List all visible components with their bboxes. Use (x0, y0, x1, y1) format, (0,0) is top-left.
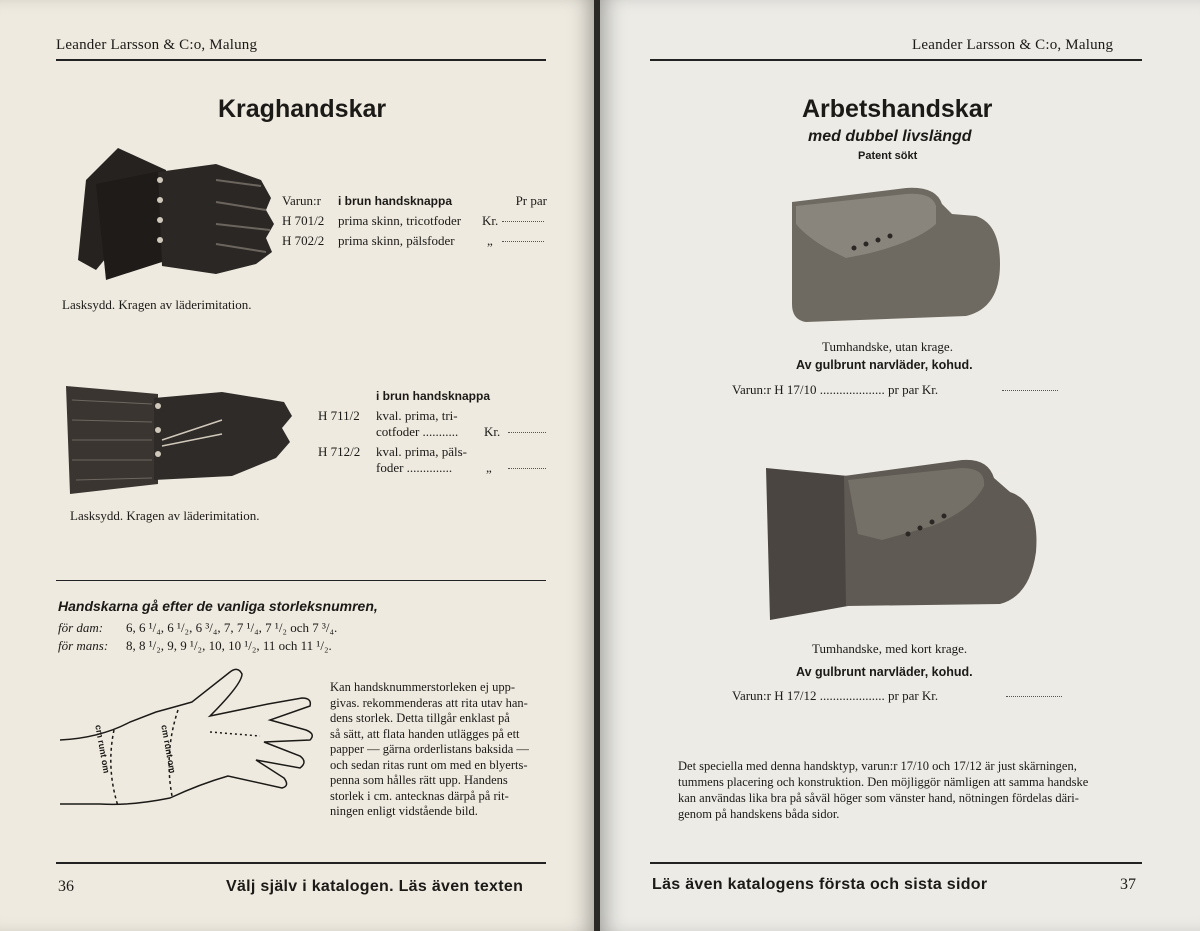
table-row: H 701/2 prima skinn, tricotfoder Kr. (282, 213, 547, 233)
price-blank (508, 468, 546, 469)
right-footer-rule (650, 862, 1142, 864)
mitten-no-cuff-image (786, 184, 1002, 324)
left-header: Leander Larsson & C:o, Malung (56, 37, 258, 53)
work-glove-image (62, 380, 294, 500)
page-number: 37 (1120, 876, 1136, 893)
left-header-rule (56, 59, 546, 61)
col-varunr: Varun:r (282, 193, 321, 208)
col-desc: i brun handsknappa (338, 194, 453, 208)
price-blank (508, 432, 546, 433)
price-blank (502, 221, 544, 222)
item1-order-line: Varun:r H 17/10 .................... pr par Kr. (732, 382, 939, 397)
hand-label-wrist: cm runt om (93, 723, 112, 775)
right-header: Leander Larsson & C:o, Malung (912, 37, 1114, 53)
mans-label: för mans: (58, 638, 109, 653)
page-number: 36 (58, 878, 74, 895)
product1-table (282, 193, 547, 253)
hand-outline-drawing (60, 660, 330, 820)
dam-values: 6, 6 ¹/₄, 6 ¹/₂, 6 ³/₄, 7, 7 ¹/₄, 7 ¹/₂ och 7 ³/₄. (126, 620, 338, 635)
col-price: Pr par (515, 193, 547, 208)
product1-caption: Lasksydd. Kragen av läderimitation. (62, 297, 252, 312)
footer-rule (56, 862, 546, 864)
product2-heading: i brun handsknappa (376, 389, 491, 403)
left-footer: Välj själv i katalogen. Läs även texten (226, 878, 524, 895)
left-title: Kraghandskar (218, 95, 387, 123)
right-title: Arbetshandskar (802, 95, 993, 123)
dam-label: för dam: (58, 620, 104, 635)
left-page (0, 0, 594, 931)
size-instructions: Kan handsknummerstorleken ej upp- givas. rekommenderas att rita utav han- dens storlek. Detta tillgår enklast på så sätt, att flata handen utlägges på ett papper — gärna orderlistans baksida — och sedan ritas runt om med en blyerts- penna som hålles rätt upp. Handens storlek i cm. antecknas därpå på rit- ningen enligt vidstående bild. (330, 680, 529, 818)
item2-caption: Tumhandske, med kort krage. (812, 641, 968, 656)
item1-caption: Tumhandske, utan krage. (822, 339, 953, 354)
gauntlet-glove-image (66, 140, 278, 290)
item2-price-blank (1006, 696, 1062, 697)
sizes-heading: Handskarna gå efter de vanliga storleksnumren, (58, 598, 378, 614)
description-paragraph: Det speciella med denna handsktyp, varun:r 17/10 och 17/12 är just skärningen, tummens placering och konstruktion. Den möjliggör nämligen att samma handske kan användas lika bra på såväl höger som vänster hand, nötningen fördelas däri- genom på handskens båda sidor. (678, 759, 1089, 821)
hand-label-palm: cm runt om (159, 723, 178, 775)
item2-material: Av gulbrunt narvläder, kohud. (796, 665, 973, 679)
mans-values: 8, 8 ¹/₂, 9, 9 ¹/₂, 10, 10 ¹/₂, 11 och 11 ¹/₂. (126, 638, 332, 653)
item2-order-line: Varun:r H 17/12 .................... pr par Kr. (732, 688, 939, 703)
product2-caption: Lasksydd. Kragen av läderimitation. (70, 508, 260, 523)
table-row: H 712/2 kval. prima, päls- foder .............. „ (318, 444, 548, 480)
patent-note: Patent sökt (858, 150, 918, 162)
right-footer: Läs även katalogens första och sista sidor (652, 876, 988, 893)
price-blank (502, 241, 544, 242)
item1-price-blank (1002, 390, 1058, 391)
section-rule (56, 580, 546, 581)
mitten-short-cuff-image (762, 456, 1042, 624)
table-row: H 711/2 kval. prima, tri- cotfoder ........... Kr. (318, 408, 548, 444)
table-row: H 702/2 prima skinn, pälsfoder „ (282, 233, 547, 253)
right-page (600, 0, 1200, 931)
product2-table (318, 388, 548, 480)
right-header-rule (650, 59, 1142, 61)
item1-material: Av gulbrunt narvläder, kohud. (796, 358, 973, 372)
right-subtitle: med dubbel livslängd (808, 128, 972, 145)
